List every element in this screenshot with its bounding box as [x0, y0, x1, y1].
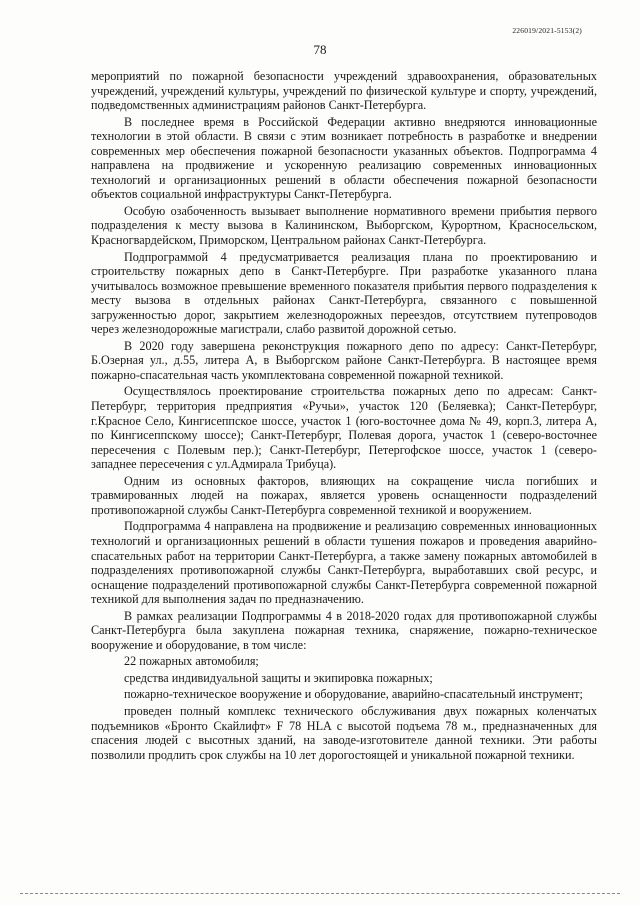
list-item: средства индивидуальной защиты и экипировка пожарных;	[124, 670, 433, 685]
document-body	[91, 69, 597, 762]
paragraph: Осуществлялось проектирование строительства пожарных депо по адресам: Санкт-Петербург, территория предприятия «Ручьи», участок 120 (Беляевка); Санкт-Петербург, г.Красное Село, Кингисеппское шоссе, участок 1 (юго-восточнее дома № 49, корп.3, литера А, по Кингисеппскому шоссе); Санкт-Петербург, Полевая дорога, участок 1 (северо-восточнее пересечения с Полевым пер.); Санкт-Петербург, Петергофское шоссе, участок 1 (северо-западнее пересечения с ул.Адмирала Трибуца).	[91, 384, 597, 472]
paragraph: В 2020 году завершена реконструкция пожарного депо по адресу: Санкт-Петербург, Б.Озерная ул., д.55, литера А, в Выборгском районе Санкт-Петербурга. В настоящее время пожарно-спасательная часть укомплектована современной пожарной техникой.	[91, 338, 597, 382]
paragraph: мероприятий по пожарной безопасности учреждений здравоохранения, образовательных учреждений, учреждений культуры, учреждений по физической культуре и спорту, учреждений, подведомственных администрациям районов Санкт-Петербурга.	[91, 69, 597, 113]
list-item: пожарно-техническое вооружение и оборудование, аварийно-спасательный инструмент;	[124, 687, 583, 702]
page-number: 78	[313, 42, 327, 57]
scan-edge-divider	[20, 893, 620, 894]
paragraph: Одним из основных факторов, влияющих на сокращение числа погибших и травмированных людей на пожарах, является уровень оснащенности подразделений противопожарной службы Санкт-Петербурга современной техникой и вооружением.	[91, 473, 597, 517]
paragraph: Подпрограммой 4 предусматривается реализация плана по проектированию и строительству пожарных депо в Санкт-Петербурге. При разработке указанного плана учитывалось возможное превышение временного показателя прибытия первого подразделения к месту вызова в отдельных районах Санкт-Петербурга, связанного с повышенной загруженностью дорог, закрытием железнодорожных переездов, отсутствием путепроводов через железнодорожные магистрали, слабо развитой дорожной сетью.	[91, 249, 597, 337]
list-item: проведен полный комплекс технического обслуживания двух пожарных коленчатых подъемников «Бронто Скайлифт» F 78 HLA с высотой подъема 78 м., предназначенных для спасения людей с высотных зданий, на заводе-изготовителе данной техники. Эти работы позволили продлить срок службы на 10 лет дорогостоящей и уникальной пожарной техники.	[91, 703, 597, 762]
list-item: 22 пожарных автомобиля;	[124, 654, 259, 669]
paragraph: Подпрограмма 4 направлена на продвижение и реализацию современных инновационных технологий и организационных решений в области тушения пожаров и проведения аварийно-спасательных работ на территории Санкт-Петербурга, а также замену пожарных автомобилей в подразделениях противопожарной службы Санкт-Петербурга, выработавших свой ресурс, и оснащение подразделений противопожарной службы Санкт-Петербурга современной пожарной техникой для выполнения задач по предназначению.	[91, 519, 597, 607]
document-reference-number: 226019/2021-5153(2)	[512, 26, 582, 35]
paragraph: В рамках реализации Подпрограммы 4 в 2018-2020 годах для противопожарной службы Санкт-Петербурга была закуплена пожарная техника, снаряжение, пожарно-техническое вооружение и оборудование, в том числе:	[91, 608, 597, 652]
paragraph: Особую озабоченность вызывает выполнение нормативного времени прибытия первого подразделения к месту вызова в Калининском, Выборгском, Курортном, Красносельском, Красногвардейском, Приморском, Центральном районах Санкт-Петербурга.	[91, 203, 597, 248]
paragraph: В последнее время в Российской Федерации активно внедряются инновационные технологии в этой области. В связи с этим возникает потребность в разработке и внедрении современных мер обеспечения пожарной безопасности указанных объектов. Подпрограмма 4 направлена на продвижение и ускоренную реализацию современных инновационных технологий и организационных решений в области обеспечения пожарной безопасности объектов социальной инфраструктуры Санкт-Петербурга.	[91, 114, 597, 202]
